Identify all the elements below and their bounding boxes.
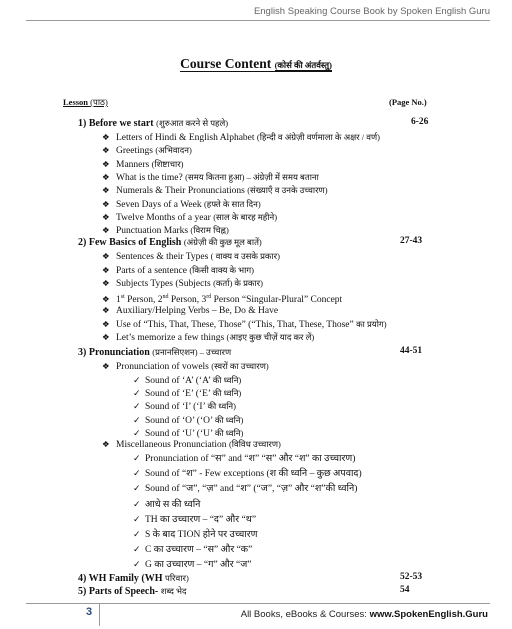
section-5-title: 5) Parts of Speech- शब्द भेद [78,586,187,597]
list-item: ❖ Numerals & Their Pronunciations (संख्याएँ व उनके उच्चारण) [102,185,328,197]
list-item: ❖ 1st Person, 2nd Person, 3rd Person “Singular-Plural” Concept [102,293,343,305]
section-3-pages: 44-51 [400,346,423,356]
list-item: ❖ Punctuation Marks (विराम चिह्न) [102,225,229,237]
list-item: ✓ Sound of ‘I’ (‘I’ की ध्वनि) [133,401,236,413]
bullet-icon: ❖ [102,211,110,222]
list-item: ❖ Greetings (अभिवादन) [102,145,192,157]
list-item: ❖ Subjects Types (Subjects (कर्ता) के प्रकार) [102,278,263,289]
check-icon: ✓ [133,427,141,438]
bullet-icon: ❖ [102,264,110,275]
misc-item: ❖ Miscellaneous Pronunciation (विविध उच्चारण) [102,439,281,450]
list-item: ✓ Pronunciation of “स” and “श” “स” और “श” का उच्चारण) [133,453,356,464]
section-3-title: 3) Pronunciation (प्रनानसिएशन) – उच्चारण [78,347,232,358]
list-item: ❖ Sentences & their Types ( वाक्य व उसके प्रकार) [102,251,280,262]
list-item: ❖ Let’s memorize a few things (आइए कुछ चीज़ें याद कर लें) [102,332,315,343]
check-icon: ✓ [133,529,141,539]
section-2-pages: 27-43 [400,236,423,246]
list-item: ✓ आधे स की ध्वनि [133,498,201,510]
check-icon: ✓ [133,513,141,524]
bullet-icon: ❖ [102,132,110,142]
bullet-icon: ❖ [102,198,110,209]
check-icon: ✓ [133,453,141,463]
list-item: ❖ Manners (शिष्टाचार) [102,158,184,170]
bullet-icon: ❖ [102,171,110,182]
footer-divider [99,604,100,626]
page-title: Course Content (कोर्स की अंतर्वस्तु) [180,56,332,71]
footer-rule [26,603,490,604]
list-item: ✓ TH का उच्चारण – “द” और “थ” [133,513,257,525]
list-item: ❖ Letters of Hindi & English Alphabet (हिन्दी व अंग्रेज़ी वर्णमाला के अक्षर / वर्ण) [102,132,380,143]
section-4-pages: 52-53 [400,572,423,582]
list-item: ❖ Use of “This, That, These, Those” (“This, That, These, Those” का प्रयोग) [102,318,387,330]
list-item: ❖ Auxiliary/Helping Verbs – Be, Do & Have [102,305,279,316]
section-5-pages: 54 [400,585,410,595]
bullet-icon: ❖ [102,278,110,288]
bullet-icon: ❖ [102,185,110,196]
check-icon: ✓ [133,498,141,509]
bullet-icon: ❖ [102,145,110,156]
list-item: ❖ Parts of a sentence (किसी वाक्य के भाग) [102,264,254,276]
bullet-icon: ❖ [102,361,110,371]
check-icon: ✓ [133,559,141,570]
bullet-icon: ❖ [102,251,110,261]
section-1-pages: 6-26 [411,117,429,127]
check-icon: ✓ [133,375,141,385]
section-4-title: 4) WH Family (WH परिवार) [78,573,189,584]
check-icon: ✓ [133,468,141,479]
list-item: ❖ Twelve Months of a year (साल के बारह महीने) [102,211,278,223]
bullet-icon: ❖ [102,439,110,449]
bullet-icon: ❖ [102,293,110,304]
running-header: English Speaking Course Book by Spoken English Guru [253,6,490,17]
bullet-icon: ❖ [102,332,110,342]
check-icon: ✓ [133,544,141,555]
bullet-icon: ❖ [102,318,110,329]
footer-text: All Books, eBooks & Courses: www.SpokenEnglish.Guru [240,609,488,620]
page-column-header: (Page No.) [389,97,427,107]
footer-url[interactable]: www.SpokenEnglish.Guru [369,609,488,620]
check-icon: ✓ [133,414,141,425]
list-item: ✓ Sound of ‘O’ (‘O’ की ध्वनि) [133,414,244,426]
list-item: ✓ S के बाद TION होने पर उच्चारण [133,529,258,540]
list-item: ✓ Sound of ‘A’ (‘A’ की ध्वनि) [133,375,242,386]
section-2-title: 2) Few Basics of English (अंग्रेज़ी की कुछ मूल बातें) [78,237,262,248]
bullet-icon: ❖ [102,305,110,315]
check-icon: ✓ [133,388,141,399]
page-number: 3 [86,606,93,618]
header-rule [26,20,490,21]
check-icon: ✓ [133,483,141,494]
list-item: ❖ Seven Days of a Week (हफ्ते के सात दिन) [102,198,261,210]
lesson-column-header: Lesson (पाठ) [63,97,108,107]
list-item: ✓ Sound of “ज”, “ज़” and “श” (“ज”, “ज़” और “श”की ध्वनि) [133,483,358,495]
list-item: ✓ Sound of “श” - Few exceptions (श की ध्वनि – कुछ अपवाद) [133,468,362,480]
vowels-item: ❖ Pronunciation of vowels (स्वरों का उच्चारण) [102,361,269,372]
bullet-icon: ❖ [102,225,110,236]
list-item: ✓ G का उच्चारण – “ग” और “ज” [133,559,252,571]
list-item: ✓ C का उच्चारण – “स” और “क” [133,544,253,556]
list-item: ❖ What is the time? (समय कितना हुआ) – अंग्रेज़ी में समय बताना [102,171,319,183]
list-item: ✓ Sound of ‘E’ (‘E’ की ध्वनि) [133,388,242,400]
check-icon: ✓ [133,401,141,412]
bullet-icon: ❖ [102,158,110,169]
list-item: ✓ Sound of ‘U’ (‘U’ की ध्वनि) [133,427,244,439]
section-1-title: 1) Before we start (शुरुआत करने से पहले) [78,118,229,129]
